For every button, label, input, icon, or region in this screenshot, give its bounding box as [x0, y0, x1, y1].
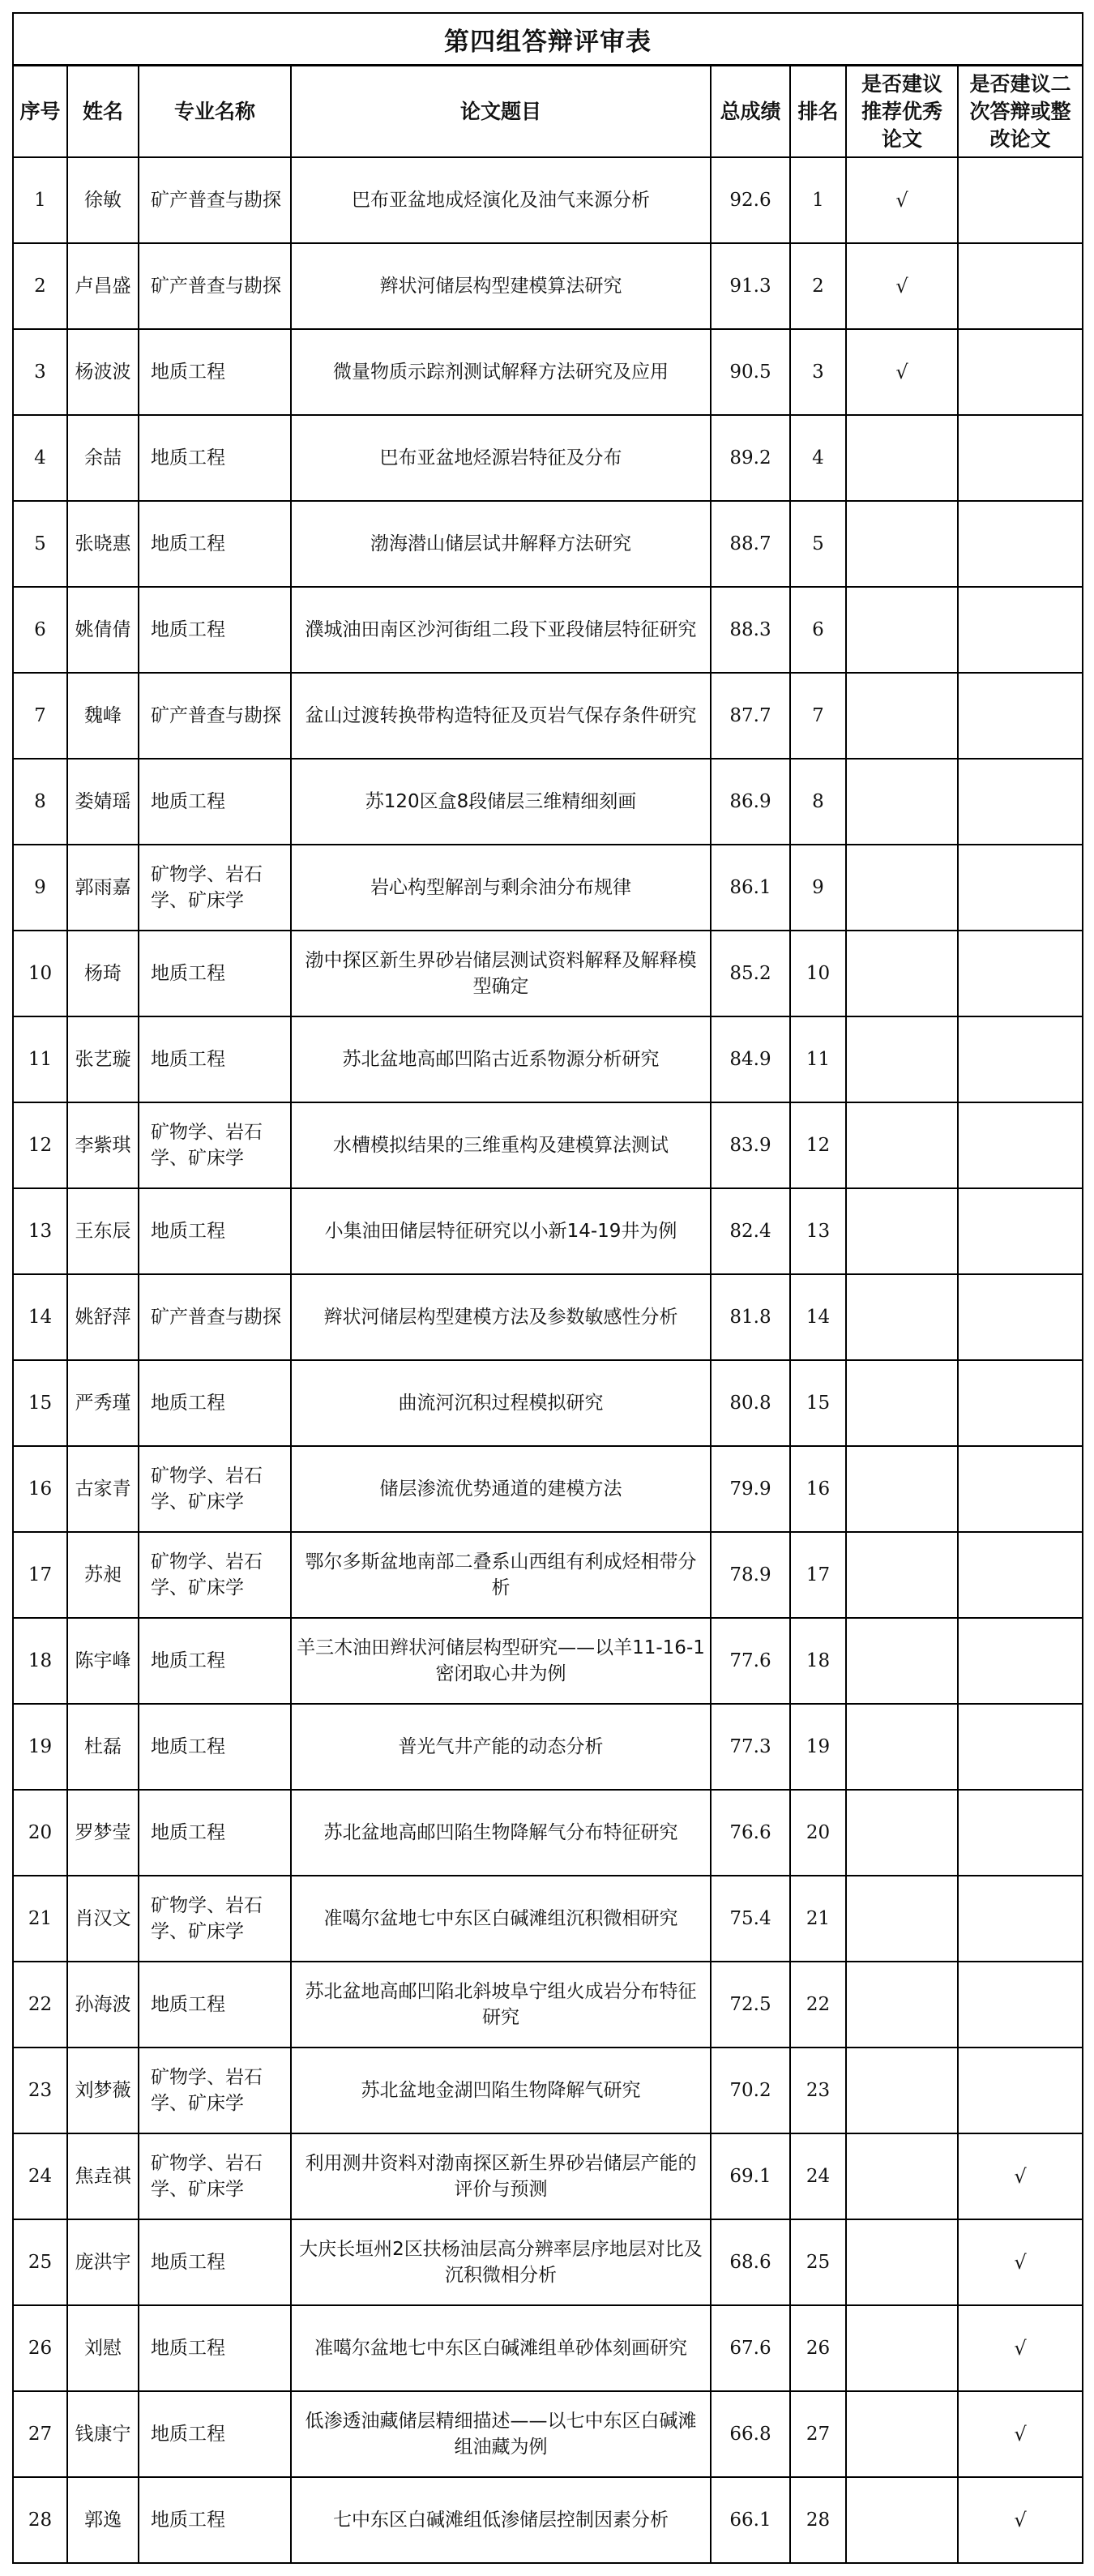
cell-major: 地质工程 [139, 2305, 291, 2391]
header-row [13, 66, 1083, 158]
cell-seq: 9 [13, 845, 67, 931]
cell-major: 矿物学、岩石学、矿床学 [139, 2048, 291, 2133]
cell-recommend [846, 1704, 958, 1790]
cell-name: 张晓惠 [67, 501, 139, 587]
table-row [13, 1618, 1083, 1704]
cell-seq: 7 [13, 673, 67, 759]
cell-score: 92.6 [711, 157, 790, 243]
cell-seq: 25 [13, 2219, 67, 2305]
cell-recommend [846, 1790, 958, 1876]
cell-seq: 18 [13, 1618, 67, 1704]
cell-recommend [846, 415, 958, 501]
cell-major: 地质工程 [139, 1618, 291, 1704]
cell-seq: 23 [13, 2048, 67, 2133]
cell-seq: 3 [13, 329, 67, 415]
cell-rank: 2 [790, 243, 846, 329]
cell-rank: 22 [790, 1962, 846, 2048]
cell-recommend [846, 501, 958, 587]
cell-score: 79.9 [711, 1446, 790, 1532]
table-row [13, 329, 1083, 415]
cell-recommend: √ [846, 329, 958, 415]
cell-redefense [958, 329, 1083, 415]
header-thesis: 论文题目 [291, 66, 711, 158]
cell-rank: 23 [790, 2048, 846, 2133]
table-row [13, 1016, 1083, 1102]
cell-thesis: 苏北盆地金湖凹陷生物降解气研究 [291, 2048, 711, 2133]
cell-name: 孙海波 [67, 1962, 139, 2048]
cell-major: 矿物学、岩石学、矿床学 [139, 1446, 291, 1532]
cell-major: 地质工程 [139, 2391, 291, 2477]
cell-major: 地质工程 [139, 1188, 291, 1274]
cell-rank: 18 [790, 1618, 846, 1704]
cell-thesis: 苏北盆地高邮凹陷古近系物源分析研究 [291, 1016, 711, 1102]
table-row [13, 415, 1083, 501]
cell-name: 杨波波 [67, 329, 139, 415]
cell-score: 89.2 [711, 415, 790, 501]
cell-redefense [958, 931, 1083, 1016]
cell-major: 地质工程 [139, 1962, 291, 2048]
cell-thesis: 低渗透油藏储层精细描述——以七中东区白碱滩组油藏为例 [291, 2391, 711, 2477]
cell-redefense [958, 1876, 1083, 1962]
table-row [13, 1704, 1083, 1790]
cell-name: 姚舒萍 [67, 1274, 139, 1360]
cell-redefense [958, 157, 1083, 243]
cell-thesis: 渤海潜山储层试井解释方法研究 [291, 501, 711, 587]
cell-name: 古家青 [67, 1446, 139, 1532]
cell-redefense [958, 1102, 1083, 1188]
header-major: 专业名称 [139, 66, 291, 158]
cell-rank: 8 [790, 759, 846, 845]
cell-recommend [846, 673, 958, 759]
cell-thesis: 准噶尔盆地七中东区白碱滩组沉积微相研究 [291, 1876, 711, 1962]
cell-redefense [958, 1704, 1083, 1790]
cell-seq: 20 [13, 1790, 67, 1876]
table-row [13, 1188, 1083, 1274]
cell-major: 地质工程 [139, 931, 291, 1016]
cell-name: 庞洪宇 [67, 2219, 139, 2305]
cell-recommend [846, 1016, 958, 1102]
header-redefense: 是否建议二次答辩或整改论文 [958, 66, 1083, 158]
cell-name: 焦垚祺 [67, 2133, 139, 2219]
cell-rank: 1 [790, 157, 846, 243]
cell-major: 矿物学、岩石学、矿床学 [139, 1876, 291, 1962]
cell-recommend [846, 1532, 958, 1618]
cell-seq: 14 [13, 1274, 67, 1360]
cell-recommend [846, 1618, 958, 1704]
cell-thesis: 羊三木油田辫状河储层构型研究——以羊11-16-1密闭取心井为例 [291, 1618, 711, 1704]
cell-seq: 19 [13, 1704, 67, 1790]
cell-seq: 26 [13, 2305, 67, 2391]
cell-score: 76.6 [711, 1790, 790, 1876]
table-row [13, 1446, 1083, 1532]
review-table [12, 12, 1083, 2564]
cell-thesis: 微量物质示踪剂测试解释方法研究及应用 [291, 329, 711, 415]
cell-score: 78.9 [711, 1532, 790, 1618]
cell-rank: 26 [790, 2305, 846, 2391]
cell-name: 严秀瑾 [67, 1360, 139, 1446]
cell-score: 83.9 [711, 1102, 790, 1188]
cell-name: 杜磊 [67, 1704, 139, 1790]
cell-rank: 15 [790, 1360, 846, 1446]
cell-thesis: 渤中探区新生界砂岩储层测试资料解释及解释模型确定 [291, 931, 711, 1016]
cell-recommend [846, 587, 958, 673]
cell-recommend [846, 1102, 958, 1188]
cell-thesis: 鄂尔多斯盆地南部二叠系山西组有利成烃相带分析 [291, 1532, 711, 1618]
cell-recommend: √ [846, 157, 958, 243]
cell-score: 69.1 [711, 2133, 790, 2219]
cell-recommend [846, 1274, 958, 1360]
table-row [13, 2133, 1083, 2219]
cell-recommend [846, 931, 958, 1016]
table-row [13, 2305, 1083, 2391]
cell-thesis: 七中东区白碱滩组低渗储层控制因素分析 [291, 2477, 711, 2563]
cell-thesis: 水槽模拟结果的三维重构及建模算法测试 [291, 1102, 711, 1188]
cell-major: 矿物学、岩石学、矿床学 [139, 2133, 291, 2219]
cell-redefense [958, 673, 1083, 759]
cell-thesis: 苏北盆地高邮凹陷生物降解气分布特征研究 [291, 1790, 711, 1876]
table-row [13, 243, 1083, 329]
cell-major: 地质工程 [139, 1790, 291, 1876]
cell-thesis: 巴布亚盆地成烃演化及油气来源分析 [291, 157, 711, 243]
cell-redefense: √ [958, 2391, 1083, 2477]
cell-redefense [958, 2048, 1083, 2133]
cell-rank: 17 [790, 1532, 846, 1618]
cell-seq: 22 [13, 1962, 67, 2048]
cell-rank: 3 [790, 329, 846, 415]
cell-rank: 20 [790, 1790, 846, 1876]
cell-thesis: 储层渗流优势通道的建模方法 [291, 1446, 711, 1532]
cell-rank: 6 [790, 587, 846, 673]
cell-major: 地质工程 [139, 329, 291, 415]
cell-major: 地质工程 [139, 1704, 291, 1790]
table-row [13, 845, 1083, 931]
cell-name: 郭逸 [67, 2477, 139, 2563]
cell-seq: 10 [13, 931, 67, 1016]
cell-redefense [958, 1790, 1083, 1876]
cell-redefense [958, 1962, 1083, 2048]
cell-recommend [846, 2477, 958, 2563]
cell-rank: 10 [790, 931, 846, 1016]
table-row [13, 2219, 1083, 2305]
cell-name: 卢昌盛 [67, 243, 139, 329]
cell-thesis: 小集油田储层特征研究以小新14-19井为例 [291, 1188, 711, 1274]
cell-rank: 21 [790, 1876, 846, 1962]
cell-name: 陈宇峰 [67, 1618, 139, 1704]
cell-name: 张艺璇 [67, 1016, 139, 1102]
header-seq: 序号 [13, 66, 67, 158]
cell-thesis: 利用测井资料对渤南探区新生界砂岩储层产能的评价与预测 [291, 2133, 711, 2219]
cell-score: 84.9 [711, 1016, 790, 1102]
table-row [13, 931, 1083, 1016]
cell-seq: 6 [13, 587, 67, 673]
cell-redefense [958, 587, 1083, 673]
cell-recommend [846, 1876, 958, 1962]
header-name: 姓名 [67, 66, 139, 158]
cell-redefense [958, 415, 1083, 501]
header-rank: 排名 [790, 66, 846, 158]
cell-redefense: √ [958, 2133, 1083, 2219]
cell-redefense [958, 1188, 1083, 1274]
cell-name: 钱康宁 [67, 2391, 139, 2477]
cell-rank: 16 [790, 1446, 846, 1532]
cell-major: 地质工程 [139, 2477, 291, 2563]
cell-recommend [846, 2048, 958, 2133]
cell-rank: 19 [790, 1704, 846, 1790]
cell-score: 82.4 [711, 1188, 790, 1274]
cell-redefense [958, 501, 1083, 587]
cell-score: 72.5 [711, 1962, 790, 2048]
cell-thesis: 曲流河沉积过程模拟研究 [291, 1360, 711, 1446]
cell-score: 80.8 [711, 1360, 790, 1446]
cell-redefense: √ [958, 2477, 1083, 2563]
cell-score: 66.1 [711, 2477, 790, 2563]
cell-score: 85.2 [711, 931, 790, 1016]
cell-name: 刘梦薇 [67, 2048, 139, 2133]
cell-rank: 4 [790, 415, 846, 501]
cell-major: 地质工程 [139, 587, 291, 673]
cell-name: 姚倩倩 [67, 587, 139, 673]
cell-seq: 16 [13, 1446, 67, 1532]
table-row [13, 1962, 1083, 2048]
cell-recommend [846, 1446, 958, 1532]
table-row [13, 2048, 1083, 2133]
cell-score: 68.6 [711, 2219, 790, 2305]
cell-rank: 28 [790, 2477, 846, 2563]
cell-recommend [846, 2305, 958, 2391]
cell-name: 杨琦 [67, 931, 139, 1016]
cell-major: 矿产普查与勘探 [139, 673, 291, 759]
table-body [13, 157, 1083, 2563]
cell-name: 郭雨嘉 [67, 845, 139, 931]
table-row [13, 157, 1083, 243]
cell-score: 88.3 [711, 587, 790, 673]
table-title: 第四组答辩评审表 [13, 13, 1083, 66]
header-recommend: 是否建议推荐优秀论文 [846, 66, 958, 158]
cell-name: 苏昶 [67, 1532, 139, 1618]
cell-redefense [958, 1532, 1083, 1618]
table-row [13, 1102, 1083, 1188]
cell-name: 余喆 [67, 415, 139, 501]
cell-recommend [846, 1962, 958, 2048]
cell-seq: 4 [13, 415, 67, 501]
cell-seq: 2 [13, 243, 67, 329]
table-row [13, 1876, 1083, 1962]
cell-seq: 27 [13, 2391, 67, 2477]
cell-seq: 13 [13, 1188, 67, 1274]
cell-major: 矿产普查与勘探 [139, 243, 291, 329]
header-score: 总成绩 [711, 66, 790, 158]
cell-score: 86.9 [711, 759, 790, 845]
cell-score: 75.4 [711, 1876, 790, 1962]
table-row [13, 2391, 1083, 2477]
cell-thesis: 辫状河储层构型建模方法及参数敏感性分析 [291, 1274, 711, 1360]
cell-rank: 13 [790, 1188, 846, 1274]
cell-score: 86.1 [711, 845, 790, 931]
cell-major: 矿物学、岩石学、矿床学 [139, 1102, 291, 1188]
cell-name: 魏峰 [67, 673, 139, 759]
cell-seq: 17 [13, 1532, 67, 1618]
table-row [13, 1274, 1083, 1360]
cell-rank: 14 [790, 1274, 846, 1360]
cell-redefense: √ [958, 2305, 1083, 2391]
cell-score: 90.5 [711, 329, 790, 415]
cell-recommend [846, 759, 958, 845]
table-row [13, 1532, 1083, 1618]
cell-name: 刘慰 [67, 2305, 139, 2391]
cell-rank: 12 [790, 1102, 846, 1188]
cell-name: 罗梦莹 [67, 1790, 139, 1876]
cell-major: 矿产普查与勘探 [139, 1274, 291, 1360]
cell-seq: 12 [13, 1102, 67, 1188]
cell-thesis: 准噶尔盆地七中东区白碱滩组单砂体刻画研究 [291, 2305, 711, 2391]
cell-name: 娄婧瑶 [67, 759, 139, 845]
cell-seq: 11 [13, 1016, 67, 1102]
cell-recommend [846, 845, 958, 931]
cell-name: 王东辰 [67, 1188, 139, 1274]
cell-redefense [958, 1360, 1083, 1446]
table-row [13, 2477, 1083, 2563]
cell-major: 地质工程 [139, 1360, 291, 1446]
cell-score: 77.3 [711, 1704, 790, 1790]
cell-score: 66.8 [711, 2391, 790, 2477]
cell-major: 矿物学、岩石学、矿床学 [139, 845, 291, 931]
cell-recommend [846, 1188, 958, 1274]
cell-score: 70.2 [711, 2048, 790, 2133]
cell-rank: 7 [790, 673, 846, 759]
cell-rank: 9 [790, 845, 846, 931]
cell-seq: 1 [13, 157, 67, 243]
table-row [13, 673, 1083, 759]
cell-thesis: 盆山过渡转换带构造特征及页岩气保存条件研究 [291, 673, 711, 759]
cell-thesis: 苏北盆地高邮凹陷北斜坡阜宁组火成岩分布特征研究 [291, 1962, 711, 2048]
cell-thesis: 濮城油田南区沙河街组二段下亚段储层特征研究 [291, 587, 711, 673]
cell-rank: 25 [790, 2219, 846, 2305]
cell-rank: 24 [790, 2133, 846, 2219]
cell-seq: 21 [13, 1876, 67, 1962]
cell-redefense [958, 1274, 1083, 1360]
cell-rank: 27 [790, 2391, 846, 2477]
cell-name: 徐敏 [67, 157, 139, 243]
table-row [13, 1790, 1083, 1876]
cell-thesis: 巴布亚盆地烃源岩特征及分布 [291, 415, 711, 501]
cell-thesis: 岩心构型解剖与剩余油分布规律 [291, 845, 711, 931]
cell-score: 91.3 [711, 243, 790, 329]
cell-score: 81.8 [711, 1274, 790, 1360]
cell-thesis: 大庆长垣州2区扶杨油层高分辨率层序地层对比及沉积微相分析 [291, 2219, 711, 2305]
table-row [13, 501, 1083, 587]
cell-seq: 28 [13, 2477, 67, 2563]
cell-seq: 8 [13, 759, 67, 845]
cell-seq: 15 [13, 1360, 67, 1446]
cell-recommend [846, 2133, 958, 2219]
cell-rank: 5 [790, 501, 846, 587]
cell-redefense [958, 1016, 1083, 1102]
cell-major: 地质工程 [139, 2219, 291, 2305]
cell-major: 矿物学、岩石学、矿床学 [139, 1532, 291, 1618]
cell-major: 地质工程 [139, 759, 291, 845]
cell-score: 88.7 [711, 501, 790, 587]
table-row [13, 587, 1083, 673]
cell-seq: 24 [13, 2133, 67, 2219]
cell-recommend: √ [846, 243, 958, 329]
cell-recommend [846, 1360, 958, 1446]
cell-score: 67.6 [711, 2305, 790, 2391]
cell-thesis: 苏120区盒8段储层三维精细刻画 [291, 759, 711, 845]
cell-name: 李紫琪 [67, 1102, 139, 1188]
cell-name: 肖汉文 [67, 1876, 139, 1962]
cell-redefense [958, 759, 1083, 845]
review-sheet [12, 12, 1082, 2564]
cell-redefense [958, 1446, 1083, 1532]
cell-score: 77.6 [711, 1618, 790, 1704]
cell-redefense [958, 243, 1083, 329]
cell-rank: 11 [790, 1016, 846, 1102]
cell-redefense: √ [958, 2219, 1083, 2305]
table-row [13, 759, 1083, 845]
cell-redefense [958, 1618, 1083, 1704]
cell-recommend [846, 2219, 958, 2305]
table-row [13, 1360, 1083, 1446]
cell-major: 地质工程 [139, 501, 291, 587]
cell-major: 地质工程 [139, 415, 291, 501]
cell-score: 87.7 [711, 673, 790, 759]
cell-thesis: 普光气井产能的动态分析 [291, 1704, 711, 1790]
cell-recommend [846, 2391, 958, 2477]
cell-major: 矿产普查与勘探 [139, 157, 291, 243]
cell-major: 地质工程 [139, 1016, 291, 1102]
cell-thesis: 辫状河储层构型建模算法研究 [291, 243, 711, 329]
cell-redefense [958, 845, 1083, 931]
cell-seq: 5 [13, 501, 67, 587]
